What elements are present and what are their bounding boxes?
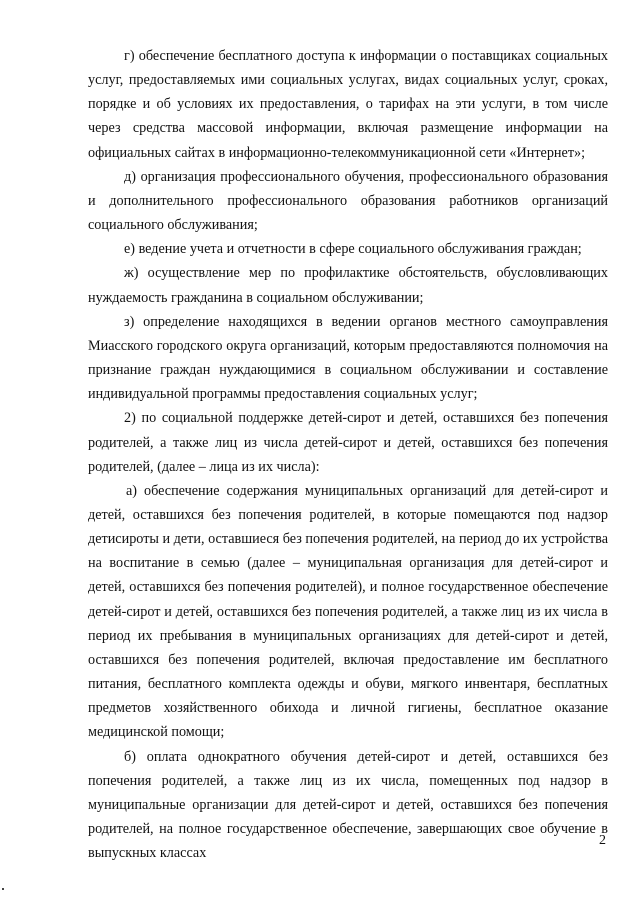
paragraph-e: е) ведение учета и отчетности в сфере социального обслуживания граждан;: [124, 241, 582, 258]
paragraph-2: 2) по социальной поддержке детей-сирот и детей, оставшихся без попечения родителей, а также лиц из числа детей-сирот и детей, оставшихся без попечения родителей, (далее – лица из их числа):: [88, 410, 608, 475]
paragraph-zh: ж) осуществление мер по профилактике обстоятельств, обусловливающих нуждаемость гражданина в социальном обслуживании;: [88, 265, 608, 306]
scan-dot: [2, 888, 4, 890]
page-number: 2: [599, 833, 606, 848]
paragraph-z: з) определение находящихся в ведении органов местного самоуправления Миасского городского округа организаций, которым предоставляются полномочия на признание граждан нуждающимися в социальном обслуживании и составление индивидуальной программы предоставления социальных услуг;: [88, 313, 608, 403]
paragraph-g: г) обеспечение бесплатного доступа к информации о поставщиках социальных услуг, предоставляемых ими социальных услугах, видах социальных услуг, сроках, порядке и об условиях их предоставления, о тарифах на эти услуги, в том числе через средства массовой информации, включая размещение информации на официальных сайтах в информационно-телекоммуникационной сети «Интернет»;: [88, 48, 608, 161]
paragraph-a: а) обеспечение содержания муниципальных организаций для детей-сирот и детей, оставшихся без попечения родителей, в которые помещаются под надзор детисироты и дети, оставшиеся без попечения родителей, на период до их устройства на воспитание в семью (далее – муниципальная организация для детей-сирот и детей, оставшихся без попечения родителей), и полное государственное обеспечение детей-сирот и детей, оставшихся без попечения родителей, а также лиц из их числа в период их пребывания в муниципальных организациях для детей-сирот и детей, оставшихся без попечения родителей, включая предоставление им бесплатного питания, бесплатного комплекта одежды и обуви, мягкого инвентаря, бесплатных предметов хозяйственного обихода и личной гигиены, бесплатное оказание медицинской помощи;: [88, 482, 608, 741]
document-body: [88, 44, 608, 865]
paragraph-b: б) оплата однократного обучения детей-сирот и детей, оставшихся без попечения родителей, а также лиц из их числа, помещенных под надзор в муниципальные организации для детей-сирот и детей, оставшихся без попечения родителей, на полное государственное обеспечение, завершающих свое обучение в выпускных классах: [88, 748, 608, 862]
paragraph-d: д) организация профессионального обучения, профессионального образования и дополнительного профессионального образования работников организаций социального обслуживания;: [88, 168, 608, 234]
